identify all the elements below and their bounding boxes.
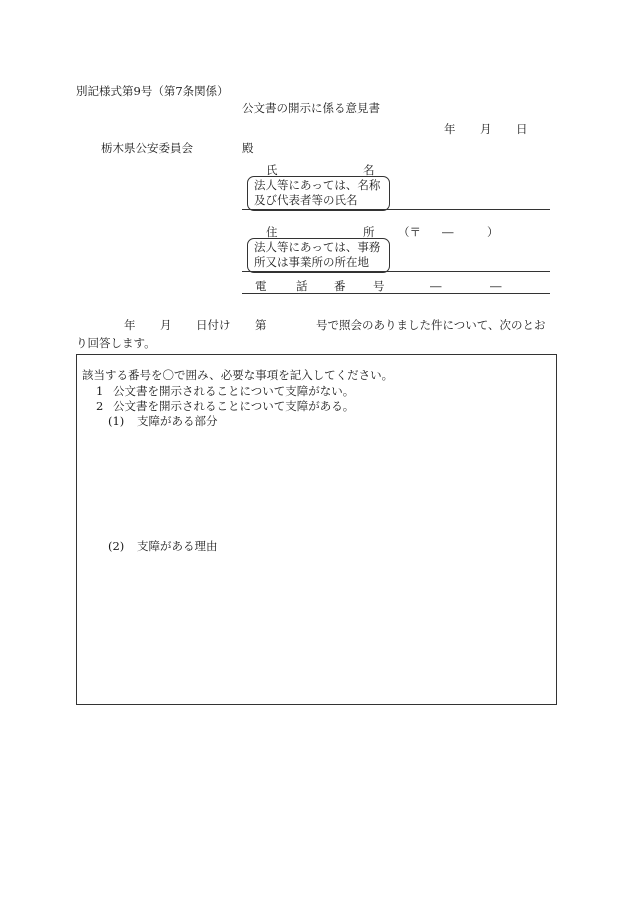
sub-item-1-number: (1) xyxy=(108,414,125,428)
document-title: 公文書の開示に係る意見書 xyxy=(242,101,380,115)
intro-text-line2: り回答します。 xyxy=(76,336,156,350)
phone-label-char-3: 番 xyxy=(334,279,346,293)
sub-item-2-number: (2) xyxy=(108,539,125,553)
phone-underline xyxy=(242,293,550,294)
option-1-number: 1 xyxy=(96,384,104,398)
address-underline xyxy=(242,271,550,272)
addressee-name: 栃木県公安委員会 xyxy=(101,141,193,155)
date-day-label: 日 xyxy=(516,122,528,136)
date-year-label: 年 xyxy=(444,122,456,136)
option-1-text: 公文書を開示されることについて支障がない。 xyxy=(113,384,355,398)
intro-text: 号で照会のありました件について、次のとお xyxy=(316,318,546,332)
phone-label-char-4: 号 xyxy=(373,279,385,293)
phone-label-char-1: 電 xyxy=(255,279,267,293)
option-2-number: 2 xyxy=(96,399,104,413)
name-label-char-2: 名 xyxy=(363,163,375,177)
address-label-char-2: 所 xyxy=(363,225,375,239)
addressee-honorific: 殿 xyxy=(242,141,254,155)
intro-dai: 第 xyxy=(255,318,267,332)
answer-instruction: 該当する番号を〇で囲み、必要な事項を記入してください。 xyxy=(82,368,394,382)
sub-item-1-text: 支障がある部分 xyxy=(137,414,218,428)
phone-label-char-2: 話 xyxy=(296,279,308,293)
phone-dash-2: ― xyxy=(490,279,502,293)
name-note-line2: 及び代表者等の氏名 xyxy=(254,193,358,207)
name-label-char-1: 氏 xyxy=(266,163,278,177)
sub-item-2-text: 支障がある理由 xyxy=(137,539,218,553)
name-note-line1: 法人等にあっては、名称 xyxy=(254,178,381,192)
postal-close: ） xyxy=(487,225,499,239)
date-month-label: 月 xyxy=(480,122,492,136)
intro-year: 年 xyxy=(124,318,136,332)
intro-date-suffix: 日付け xyxy=(196,318,231,332)
option-2-text: 公文書を開示されることについて支障がある。 xyxy=(113,399,355,413)
form-number: 別記様式第9号（第7条関係） xyxy=(76,84,229,98)
address-note-line2: 所又は事業所の所在地 xyxy=(254,255,369,269)
intro-month: 月 xyxy=(160,318,172,332)
postal-open: （〒 xyxy=(398,225,421,239)
postal-dash: ― xyxy=(442,225,454,239)
name-underline xyxy=(242,209,550,210)
address-label-char-1: 住 xyxy=(266,225,278,239)
address-note-line1: 法人等にあっては、事務 xyxy=(254,240,381,254)
phone-dash-1: ― xyxy=(430,279,442,293)
